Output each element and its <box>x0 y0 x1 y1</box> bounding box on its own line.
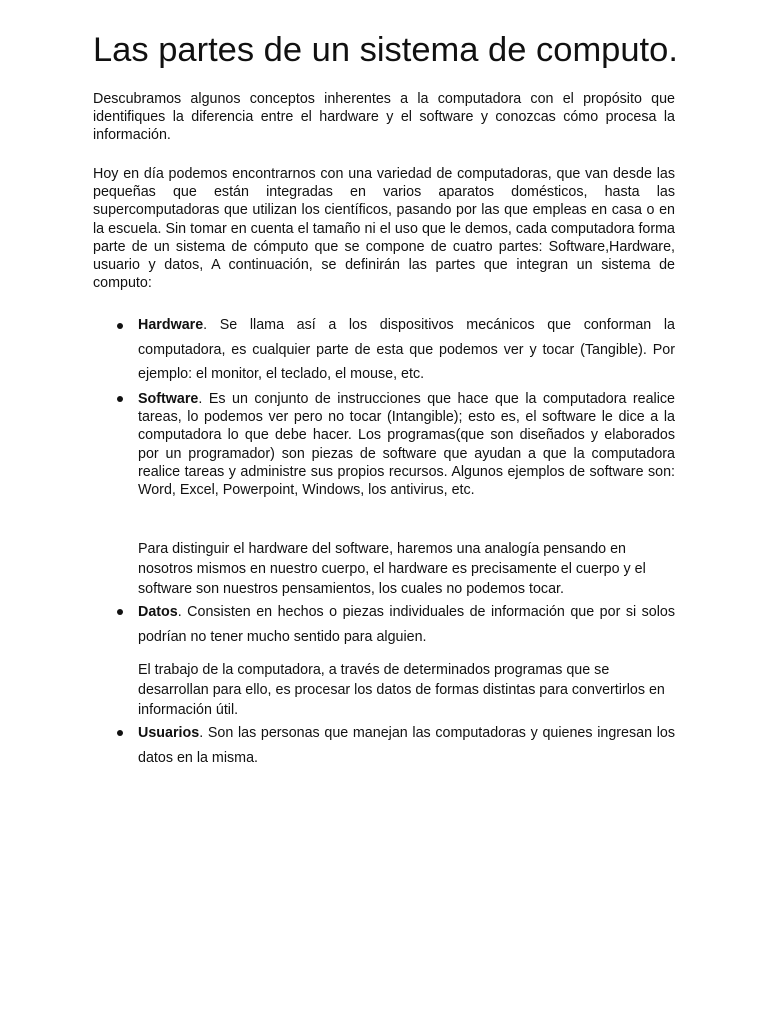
bullet-datos <box>117 609 123 615</box>
list-item-datos <box>138 600 675 649</box>
definition-software: . Es un conjunto de instrucciones que hace que la computadora realice tareas, lo podemos ver pero no tocar (Intangible); esto es, el software le dice a la computadora lo que debe hacer. Los programas(que son diseñados y elaborados por un programador) son piezas de software que ayudan a que la computadora realice tareas y administre sus propios recursos. Algunos ejemplos de software son: Word, Excel, Powerpoint, Windows, los antivirus, etc. <box>138 391 675 499</box>
term-hardware: Hardware <box>138 317 204 333</box>
definition-usuarios: . Son las personas que manejan las computadoras y quienes ingresan los datos en la misma. <box>138 725 675 766</box>
term-usuarios: Usuarios <box>138 725 200 741</box>
list-item-usuarios <box>138 721 675 770</box>
term-datos: Datos <box>138 604 178 620</box>
bullet-software <box>117 396 123 402</box>
list-item-hardware <box>138 313 675 387</box>
intro-paragraph: Descubramos algunos conceptos inherentes a la computadora con el propósito que identifiques la diferencia entre el hardware y el software y conozcas cómo procesa la información. <box>93 91 675 144</box>
document-title: Las partes de un sistema de computo. <box>93 31 678 69</box>
bullet-usuarios <box>117 730 123 736</box>
definition-datos: . Consisten en hechos o piezas individuales de información que por si solos podrían no tener mucho sentido para alguien. <box>138 604 675 645</box>
term-software: Software <box>138 391 199 407</box>
software-analogy-note: Para distinguir el hardware del software, haremos una analogía pensando en nosotros mismos en nuestro cuerpo, el hardware es precisamente el cuerpo y el software son nuestros pensamientos, los cuales no podemos tocar. <box>138 541 646 597</box>
main-paragraph: Hoy en día podemos encontrarnos con una variedad de computadoras, que van desde las pequeñas que están integradas en varios aparatos domésticos, hasta las supercomputadoras que utilizan los científicos, pasando por las que empleas en casa o en la escuela. Sin tomar en cuenta el tamaño ni el uso que le demos, cada computadora forma parte de un sistema de cómputo que se compone de cuatro partes: Software,Hardware, usuario y datos, A continuación, se definirán las partes que integran un sistema de computo: <box>93 166 675 292</box>
bullet-hardware <box>117 323 123 329</box>
definition-hardware: . Se llama así a los dispositivos mecánicos que conforman la computadora, es cualquier parte de esta que podemos ver y tocar (Tangible). Por ejemplo: el monitor, el teclado, el mouse, etc. <box>138 317 675 382</box>
list-item-software <box>138 390 675 499</box>
datos-note: El trabajo de la computadora, a través de determinados programas que se desarrollan para ello, es procesar los datos de formas distintas para convertirlos en información útil. <box>138 662 665 718</box>
